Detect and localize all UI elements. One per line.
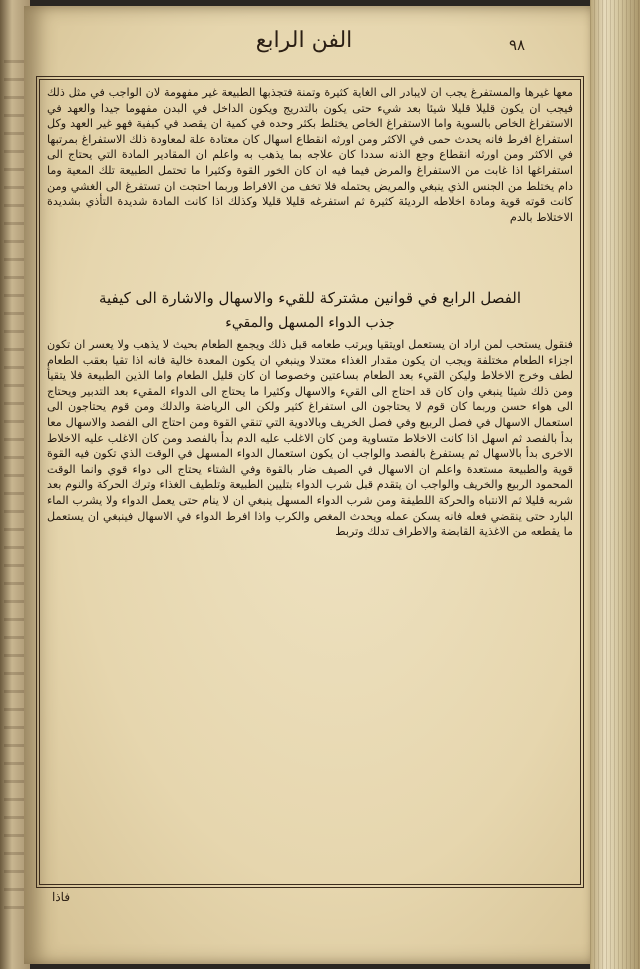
text-block [47, 85, 573, 879]
paragraph-2: فنقول يستحب لمن اراد ان يستعمل اويتقيا ويرتب طعامه قبل ذلك ويجمع الطعام بحيث لا يذهب ولا يعسر ان تكون اجزاء الطعام مختلفة ويجب ان يكون مقدار الغذاء معتدلا وينبغي ان يكون المعدة خالية فانه اذا تقيا بعقب الطعام لطف وخرج الاخلاط وليكن القيء بعد الطعام بساعتين وخصوصا ان كان قليل الطعام واما الذين الطبيعة فلا يتقيأ ومن ذلك شيئا ينبغي وان كان قد احتاج الى القيء والاسهال وكثيرا ما يحتاج الى الدواء المقيء بعد التدبير ويحتاج الى هواء حسن وربما كان قوم لا يحتاجون الى استفراغ كثير ولكن الى الرياضة والدلك ومن قوم يحتاجون الى استعمال الاسهال في فصل الربيع وفي فصل الخريف وبالادوية التي تنقي القوة ومن احتاج الى الفصد والاسهال معا بدأ بالفصد ثم اسهل اذا كانت الاخلاط متساوية ومن كان الاغلب عليه الدم بدأ بالفصد ومن كان الاغلب عليه الاخلاط الاخرى بدأ بالاسهال ثم يستفرغ بالفصد والواجب ان يكون استعمال الدواء المسهل في الوقت الذي تكون فيه القوة قوية والطبيعة مستعدة واعلم ان الاسهال في الصيف ضار بالقوة وفي الشتاء يحتاج الى دواء قوي وانما الوقت المحمود الربيع والخريف والواجب ان يتقدم قبل شرب الدواء بتليين الطبيعة وتلطيف الغذاء وترك الحركة والنوم بعد شربه قليلا ثم الانتباه والحركة اللطيفة ومن شرب الدواء المسهل ينبغي ان لا ينام حتى يعمل الدواء ولا يشرب الماء البارد حتى ينقضي فعله فانه يسكن عمله ويحدث المغص والكرب واذا افرط الدواء في الاسهال فينبغي ان يستعمل ما يقطعه من الاغذية القابضة والاطراف تدلك وتربط [47, 338, 573, 539]
section-subheading: جذب الدواء المسهل والمقيء [225, 315, 395, 331]
paragraph-1: معها غيرها والمستفرغ يجب ان لايبادر الى الغاية كثيرة وتمنة فتجذبها الطبيعة غير مفهومة لان الواجب في مثل ذلك فيجب ان يكون قليلا قليلا شيئا بعد شيء حتى يكون بالتدريج ويكون الداخل في البدن مفهوما جيدا والعهد في الاستفراغ الخاص بالسوية واما الاستفراغ الخاص يختلط بكثر وحده في كمية ان يقصد في كيفية فهو غير العهد وكل استفراغ افرط فانه يحدث حمى في الاكثر ومن اورثه انقطاع اسهال كان معتادة علة لمعاودة ذلك الاستفراغ بمرتبها في الاكثر ومن اورثه انقطاع وجع الذنه سددا كان علاجه بما يذهب به واعلم ان المقادير المادة التي يحتاج الى استفراغها اذا غابت من الاستفراغ والمرض فيما فيه ان كان الخور القوة وكثيرا ما تحتمل الطبيعة تلك المعية وما دام يختلط من الجنس الذي ينبغي والمريض يحتمله فلا تخف من الافراط وربما احتجت ان تستفرغ الى الغشي ومن كانت قوته قوية ومادة اخلاطه الرديئة كثيرة ثم استفرغه قليلا قليلا وكذلك اذا كانت المادة شديدة التأذي بشديدة الاختلاط بالدم [47, 86, 573, 224]
manuscript-page [24, 6, 594, 964]
catchword: فاذا [52, 890, 71, 904]
section-heading: الفصل الرابع في قوانين مشتركة للقيء والاسهال والاشارة الى كيفية [98, 289, 522, 307]
left-page-text-strip [4, 60, 24, 920]
page-stack-edge [590, 0, 640, 969]
running-head: الفن الرابع [255, 28, 353, 53]
text-frame [36, 76, 584, 888]
page-number: ٩٨ [509, 36, 526, 54]
